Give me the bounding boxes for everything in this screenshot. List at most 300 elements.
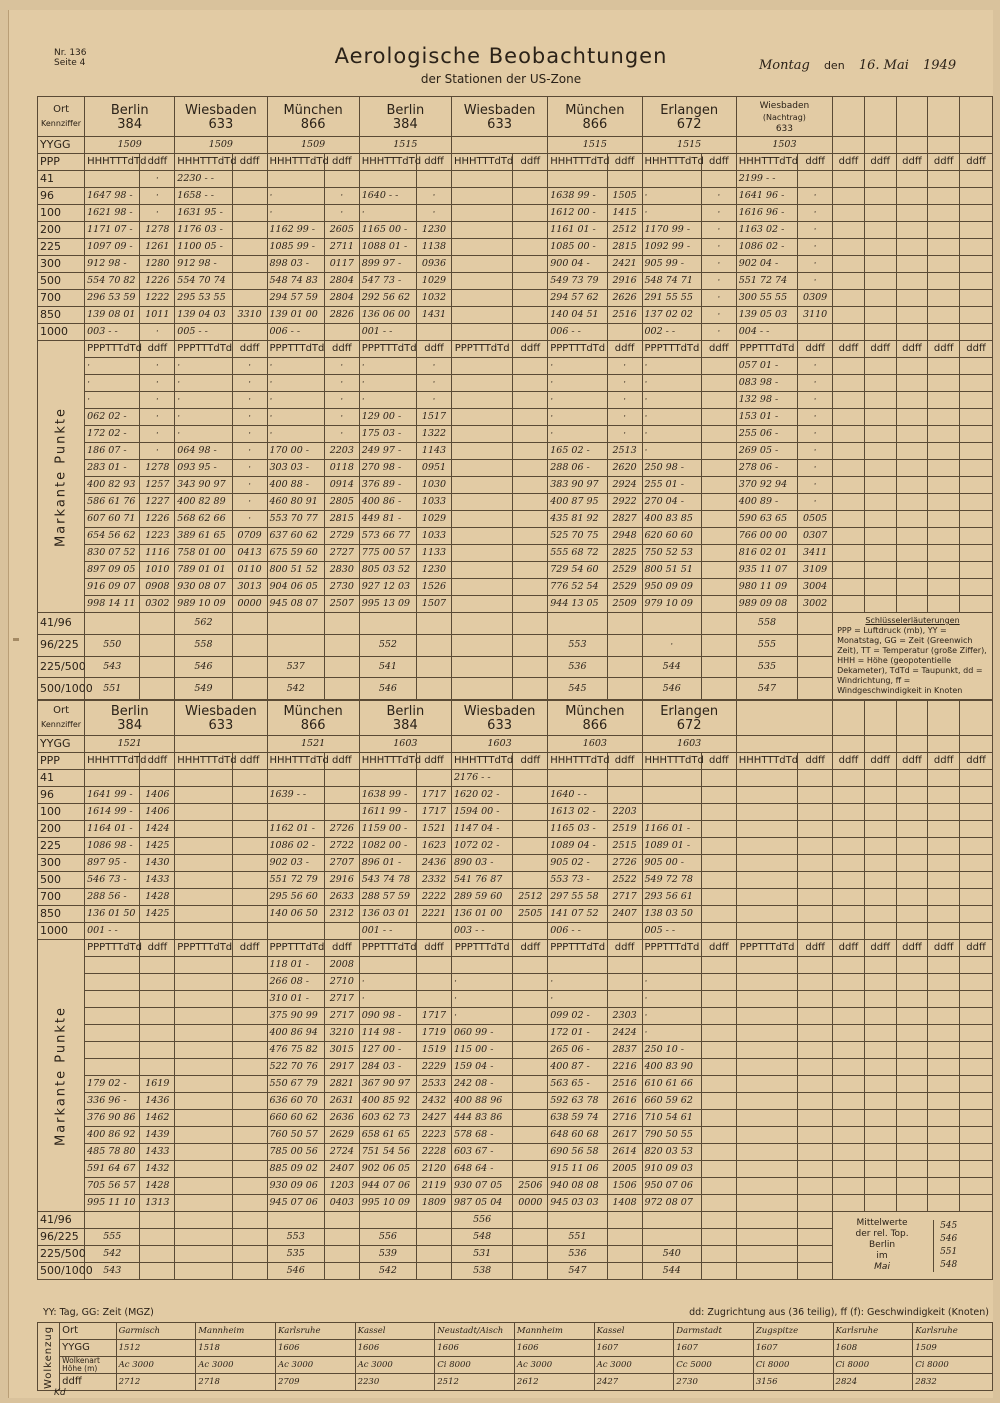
markant-row bbox=[38, 1110, 993, 1127]
empty-cell bbox=[960, 872, 993, 889]
cloud-ddff-cell: 2709 bbox=[275, 1374, 355, 1391]
empty-cell bbox=[896, 205, 928, 222]
level-cell: 900 04 - bbox=[548, 256, 607, 273]
markant-cell: 2815 bbox=[324, 511, 359, 528]
markant-cell: · bbox=[642, 1025, 701, 1042]
markant-cell: · bbox=[548, 358, 607, 375]
day: 16. Mai bbox=[858, 58, 909, 73]
markant-row bbox=[38, 596, 993, 613]
date-line bbox=[759, 58, 966, 73]
reltop-cell: · bbox=[642, 634, 701, 656]
reltop-cell bbox=[175, 1246, 232, 1263]
empty-cell bbox=[928, 307, 960, 324]
markant-cell bbox=[798, 974, 833, 991]
markant-cell: · bbox=[359, 358, 416, 375]
level-cell: · bbox=[798, 222, 833, 239]
level-cell: 1647 98 - bbox=[85, 188, 140, 205]
markant-cell: 179 02 - bbox=[85, 1076, 140, 1093]
markant-cell: 266 08 - bbox=[267, 974, 324, 991]
markant-cell: 2223 bbox=[417, 1127, 452, 1144]
level-label: 225 bbox=[38, 838, 85, 855]
empty-cell bbox=[864, 307, 896, 324]
markant-cell bbox=[701, 528, 736, 545]
level-cell: 136 01 50 bbox=[85, 906, 140, 923]
level-label: 850 bbox=[38, 906, 85, 923]
level-cell: 003 - - bbox=[85, 324, 140, 341]
markant-cell bbox=[701, 1178, 736, 1195]
markant-cell bbox=[701, 358, 736, 375]
level-cell: 3310 bbox=[232, 307, 267, 324]
station-header bbox=[85, 97, 175, 137]
markant-row bbox=[38, 1144, 993, 1161]
empty-cell bbox=[960, 545, 993, 562]
empty-cell bbox=[833, 137, 865, 154]
markant-cell bbox=[85, 1025, 140, 1042]
level-cell bbox=[417, 324, 452, 341]
markant-cell: 563 65 - bbox=[548, 1076, 607, 1093]
markant-cell: 1143 bbox=[417, 443, 452, 460]
level-cell bbox=[232, 838, 267, 855]
level-cell: 1092 99 - bbox=[642, 239, 701, 256]
empty-cell bbox=[928, 872, 960, 889]
empty-cell bbox=[833, 804, 865, 821]
markant-cell: · bbox=[324, 426, 359, 443]
markant-cell: 400 89 - bbox=[736, 494, 797, 511]
level-cell bbox=[513, 804, 548, 821]
station-header bbox=[548, 97, 642, 137]
markant-cell: · bbox=[267, 358, 324, 375]
level-cell: 553 73 - bbox=[548, 872, 607, 889]
markant-cell bbox=[175, 1025, 232, 1042]
markant-cell bbox=[701, 460, 736, 477]
markant-cell bbox=[701, 1110, 736, 1127]
station-header bbox=[85, 701, 175, 736]
ort-label: Ort bbox=[53, 705, 70, 716]
reltop-cell: 544 bbox=[642, 1263, 701, 1280]
reltop-cell: 546 bbox=[175, 656, 232, 678]
markant-cell bbox=[175, 1059, 232, 1076]
reltop-cell bbox=[140, 613, 175, 635]
empty-cell bbox=[833, 855, 865, 872]
empty-cell bbox=[928, 1144, 960, 1161]
yygg-value: 1521 bbox=[85, 736, 175, 753]
reltop-cell bbox=[701, 634, 736, 656]
station-header bbox=[642, 701, 736, 736]
markant-cell: 930 08 07 bbox=[175, 579, 232, 596]
markant-cell: 1226 bbox=[140, 511, 175, 528]
empty-cell bbox=[928, 528, 960, 545]
level-cell bbox=[232, 821, 267, 838]
markant-cell: 400 83 85 bbox=[642, 511, 701, 528]
empty-cell bbox=[928, 426, 960, 443]
markant-cell: · bbox=[548, 375, 607, 392]
markant-cell bbox=[513, 1042, 548, 1059]
reltop-cell bbox=[324, 1246, 359, 1263]
empty-cell bbox=[960, 171, 993, 188]
empty-cell bbox=[864, 1008, 896, 1025]
empty-cell bbox=[864, 736, 896, 753]
level-cell: 288 57 59 bbox=[359, 889, 416, 906]
level-cell bbox=[232, 239, 267, 256]
ppptt-header: PPPTTTdTd bbox=[548, 940, 607, 957]
markant-cell: · bbox=[232, 426, 267, 443]
reltop-cell bbox=[324, 656, 359, 678]
mittel-value-3: 551 bbox=[940, 1246, 958, 1257]
markant-cell bbox=[85, 974, 140, 991]
level-cell: 548 74 83 bbox=[267, 273, 324, 290]
empty-cell bbox=[928, 188, 960, 205]
yygg-value: 1515 bbox=[548, 137, 642, 154]
markant-cell bbox=[736, 1127, 797, 1144]
markant-row bbox=[38, 562, 993, 579]
level-cell: 2221 bbox=[417, 906, 452, 923]
markant-cell: · bbox=[324, 375, 359, 392]
reltop-cell bbox=[607, 1263, 642, 1280]
level-cell: 1641 96 - bbox=[736, 188, 797, 205]
empty-cell bbox=[960, 1059, 993, 1076]
markant-cell: 1433 bbox=[140, 1144, 175, 1161]
level-cell bbox=[701, 889, 736, 906]
empty-cell bbox=[864, 545, 896, 562]
empty-cell bbox=[960, 1110, 993, 1127]
markant-cell: · bbox=[607, 375, 642, 392]
markant-cell: 897 09 05 bbox=[85, 562, 140, 579]
cloud-ort-cell: Darmstadt bbox=[674, 1323, 754, 1340]
empty-cell bbox=[833, 1127, 865, 1144]
markant-cell bbox=[701, 579, 736, 596]
markant-cell bbox=[451, 545, 512, 562]
yygg-row bbox=[38, 137, 993, 154]
level-cell bbox=[232, 290, 267, 307]
reltop-cell: 531 bbox=[451, 1246, 512, 1263]
reltop-cell: 547 bbox=[548, 1263, 607, 1280]
markant-cell: 1809 bbox=[417, 1195, 452, 1212]
reltop-cell bbox=[736, 1246, 797, 1263]
level-cell: 905 00 - bbox=[642, 855, 701, 872]
station-name: München bbox=[565, 704, 625, 719]
reltop-cell bbox=[451, 678, 512, 700]
reltop-cell bbox=[607, 1212, 642, 1229]
markant-cell bbox=[736, 1144, 797, 1161]
level-label: 41 bbox=[38, 770, 85, 787]
level-label: 96 bbox=[38, 787, 85, 804]
reltop-label: 500/1000 bbox=[38, 1263, 85, 1280]
markant-cell bbox=[232, 1059, 267, 1076]
cloud-ddff-cell: 2730 bbox=[674, 1374, 754, 1391]
level-cell: 1620 02 - bbox=[451, 787, 512, 804]
reltop-cell bbox=[417, 634, 452, 656]
markant-cell bbox=[513, 494, 548, 511]
level-cell bbox=[451, 290, 512, 307]
markant-cell: 1507 bbox=[417, 596, 452, 613]
markant-cell: 265 06 - bbox=[548, 1042, 607, 1059]
reltop-cell bbox=[324, 1212, 359, 1229]
markant-cell: 250 10 - bbox=[642, 1042, 701, 1059]
markant-cell bbox=[513, 1008, 548, 1025]
markant-header-row bbox=[38, 341, 993, 358]
markant-cell bbox=[232, 974, 267, 991]
level-cell: · bbox=[140, 188, 175, 205]
empty-cell bbox=[833, 872, 865, 889]
level-cell: 1097 09 - bbox=[85, 239, 140, 256]
markant-cell: 400 82 93 bbox=[85, 477, 140, 494]
markant-cell: · bbox=[451, 974, 512, 991]
markant-cell: 995 11 10 bbox=[85, 1195, 140, 1212]
markant-cell bbox=[175, 957, 232, 974]
markant-cell: 654 56 62 bbox=[85, 528, 140, 545]
level-cell: 006 - - bbox=[548, 923, 607, 940]
level-cell bbox=[513, 821, 548, 838]
station-header bbox=[359, 97, 451, 137]
empty-cell bbox=[960, 889, 993, 906]
reltop-cell bbox=[798, 613, 833, 635]
markant-cell: 3004 bbox=[798, 579, 833, 596]
markant-cell bbox=[513, 957, 548, 974]
empty-cell bbox=[864, 324, 896, 341]
empty-cell bbox=[928, 1008, 960, 1025]
markant-cell bbox=[140, 1059, 175, 1076]
ddff-header: ddff bbox=[232, 940, 267, 957]
empty-cell bbox=[960, 787, 993, 804]
reltop-cell bbox=[798, 656, 833, 678]
empty-cell bbox=[864, 1161, 896, 1178]
empty-cell bbox=[960, 1127, 993, 1144]
ddff-header: ddff bbox=[798, 940, 833, 957]
reltop-cell: 545 bbox=[548, 678, 607, 700]
markant-cell: 343 90 97 bbox=[175, 477, 232, 494]
markant-cell: 660 60 62 bbox=[267, 1110, 324, 1127]
empty-cell bbox=[928, 358, 960, 375]
empty-cell bbox=[833, 923, 865, 940]
level-cell: 3110 bbox=[798, 307, 833, 324]
level-cell: 1166 01 - bbox=[642, 821, 701, 838]
markant-cell bbox=[513, 528, 548, 545]
station-name: Berlin bbox=[386, 102, 425, 118]
empty-cell bbox=[833, 1042, 865, 1059]
level-cell: 1164 01 - bbox=[85, 821, 140, 838]
empty-cell bbox=[928, 1195, 960, 1212]
empty-cell bbox=[833, 1110, 865, 1127]
mittel-label-2: der rel. Top. bbox=[855, 1229, 909, 1239]
markant-cell bbox=[451, 579, 512, 596]
cloud-ddff-cell: 2612 bbox=[514, 1374, 594, 1391]
empty-cell bbox=[864, 511, 896, 528]
markant-cell: 1719 bbox=[417, 1025, 452, 1042]
level-cell: · bbox=[701, 273, 736, 290]
level-cell: 1430 bbox=[140, 855, 175, 872]
markant-cell: 885 09 02 bbox=[267, 1161, 324, 1178]
ppptt-header: PPPTTTdTd bbox=[85, 341, 140, 358]
level-cell: 2505 bbox=[513, 906, 548, 923]
markant-cell: · bbox=[798, 494, 833, 511]
level-row bbox=[38, 838, 993, 855]
markant-cell: 1432 bbox=[140, 1161, 175, 1178]
empty-cell bbox=[833, 1076, 865, 1093]
ppptt-header: PPPTTTdTd bbox=[175, 341, 232, 358]
hhh-header: HHHTTTdTd bbox=[736, 753, 797, 770]
level-cell: · bbox=[324, 205, 359, 222]
empty-cell bbox=[896, 957, 928, 974]
cloud-art-cell: Ci 8000 bbox=[913, 1357, 993, 1374]
empty-cell bbox=[928, 1161, 960, 1178]
reltop-cell bbox=[798, 634, 833, 656]
yygg-label: YYGG bbox=[38, 736, 85, 753]
reltop-cell bbox=[324, 634, 359, 656]
markant-cell bbox=[513, 991, 548, 1008]
level-cell: 890 03 - bbox=[451, 855, 512, 872]
cloud-art-cell: Ac 3000 bbox=[275, 1357, 355, 1374]
markant-cell: · bbox=[85, 375, 140, 392]
level-cell: · bbox=[140, 205, 175, 222]
level-cell bbox=[324, 923, 359, 940]
station-code: 633 bbox=[775, 124, 793, 134]
markant-cell: 555 68 72 bbox=[548, 545, 607, 562]
markant-cell: 449 81 - bbox=[359, 511, 416, 528]
level-cell: 1631 95 - bbox=[175, 205, 232, 222]
level-cell bbox=[513, 188, 548, 205]
empty-cell bbox=[833, 443, 865, 460]
markant-cell: 2837 bbox=[607, 1042, 642, 1059]
reltop-label: 500/1000 bbox=[38, 678, 85, 700]
reltop-cell: 555 bbox=[736, 634, 797, 656]
level-cell bbox=[798, 821, 833, 838]
markant-cell: 816 02 01 bbox=[736, 545, 797, 562]
yygg-value bbox=[736, 736, 832, 753]
extra-ddff-header: ddff bbox=[864, 154, 896, 171]
markant-cell bbox=[701, 1008, 736, 1025]
cloud-ddff-cell: 2718 bbox=[196, 1374, 276, 1391]
cloud-row bbox=[38, 1323, 993, 1340]
ppptt-header: PPPTTTdTd bbox=[359, 341, 416, 358]
level-cell: 2722 bbox=[324, 838, 359, 855]
markant-cell: 1133 bbox=[417, 545, 452, 562]
markant-cell: 367 90 97 bbox=[359, 1076, 416, 1093]
markant-cell: 805 03 52 bbox=[359, 562, 416, 579]
level-cell: · bbox=[417, 205, 452, 222]
markant-cell: · bbox=[548, 409, 607, 426]
yygg-value: 1603 bbox=[451, 736, 547, 753]
cloud-ort-cell: Kassel bbox=[594, 1323, 674, 1340]
station-code: 866 bbox=[300, 718, 326, 733]
markant-cell bbox=[232, 1008, 267, 1025]
level-cell bbox=[175, 906, 232, 923]
markant-cell: 578 68 - bbox=[451, 1127, 512, 1144]
markant-cell: 902 06 05 bbox=[359, 1161, 416, 1178]
markant-cell: 159 04 - bbox=[451, 1059, 512, 1076]
station-code: 633 bbox=[487, 116, 512, 132]
cloud-yygg-cell: 1607 bbox=[674, 1340, 754, 1357]
markant-cell bbox=[798, 1110, 833, 1127]
markant-cell: 2533 bbox=[417, 1076, 452, 1093]
reltop-cell: 536 bbox=[548, 1246, 607, 1263]
cloud-yygg-cell: 1606 bbox=[435, 1340, 515, 1357]
markant-cell bbox=[798, 1144, 833, 1161]
level-cell: 548 74 71 bbox=[642, 273, 701, 290]
level-cell bbox=[175, 804, 232, 821]
yygg-value: 1603 bbox=[359, 736, 451, 753]
yygg-value: 1521 bbox=[267, 736, 359, 753]
level-cell: 905 99 - bbox=[642, 256, 701, 273]
cloud-row bbox=[38, 1357, 993, 1374]
level-row bbox=[38, 855, 993, 872]
level-cell bbox=[513, 273, 548, 290]
ddff-header: ddff bbox=[701, 154, 736, 171]
level-cell: 001 - - bbox=[359, 324, 416, 341]
level-cell bbox=[513, 838, 548, 855]
level-cell bbox=[451, 273, 512, 290]
empty-cell bbox=[896, 562, 928, 579]
empty-cell bbox=[864, 528, 896, 545]
ppp-header-row bbox=[38, 154, 993, 171]
empty-cell bbox=[960, 906, 993, 923]
level-cell: 300 55 55 bbox=[736, 290, 797, 307]
level-row bbox=[38, 770, 993, 787]
markant-cell: 0110 bbox=[232, 562, 267, 579]
cloud-art-cell: Ci 8000 bbox=[753, 1357, 833, 1374]
level-cell: 138 03 50 bbox=[642, 906, 701, 923]
level-cell: · bbox=[267, 188, 324, 205]
empty-cell bbox=[896, 974, 928, 991]
level-row bbox=[38, 324, 993, 341]
markant-cell bbox=[232, 1195, 267, 1212]
markant-cell bbox=[232, 991, 267, 1008]
reltop-cell bbox=[701, 656, 736, 678]
empty-cell bbox=[864, 872, 896, 889]
empty-cell bbox=[833, 906, 865, 923]
station-header-row bbox=[38, 701, 993, 736]
markant-cell bbox=[513, 545, 548, 562]
ppptt-header: PPPTTTdTd bbox=[85, 940, 140, 957]
ddff-header: ddff bbox=[701, 753, 736, 770]
markant-cell: 114 98 - bbox=[359, 1025, 416, 1042]
markant-cell bbox=[232, 1093, 267, 1110]
hhh-header: HHHTTTdTd bbox=[642, 753, 701, 770]
level-cell: 1621 98 - bbox=[85, 205, 140, 222]
reltop-cell: 556 bbox=[359, 1229, 416, 1246]
markant-cell bbox=[736, 991, 797, 1008]
markant-cell: 1322 bbox=[417, 426, 452, 443]
nr-label: Nr. 136 bbox=[54, 48, 87, 58]
markant-cell bbox=[701, 1195, 736, 1212]
markant-cell bbox=[701, 991, 736, 1008]
reltop-cell bbox=[701, 678, 736, 700]
markant-cell: 376 89 - bbox=[359, 477, 416, 494]
empty-cell bbox=[896, 307, 928, 324]
markant-cell: 2917 bbox=[324, 1059, 359, 1076]
markant-cell: 255 01 - bbox=[642, 477, 701, 494]
markant-cell: · bbox=[140, 409, 175, 426]
markant-cell: 995 10 09 bbox=[359, 1195, 416, 1212]
markant-cell: 998 14 11 bbox=[85, 596, 140, 613]
markant-cell bbox=[798, 1161, 833, 1178]
markant-cell: · bbox=[607, 392, 642, 409]
level-cell: 1638 99 - bbox=[548, 188, 607, 205]
level-row bbox=[38, 171, 993, 188]
reltop-cell bbox=[175, 1212, 232, 1229]
cloud-art-label: Wolkenart Höhe (m) bbox=[60, 1357, 116, 1374]
empty-cell bbox=[896, 477, 928, 494]
level-cell: 1616 96 - bbox=[736, 205, 797, 222]
empty-cell bbox=[928, 1059, 960, 1076]
markant-row bbox=[38, 511, 993, 528]
markant-cell bbox=[232, 1042, 267, 1059]
markant-cell: 2727 bbox=[324, 545, 359, 562]
markant-cell bbox=[513, 477, 548, 494]
level-cell bbox=[513, 324, 548, 341]
extra-ddff-header: ddff bbox=[833, 753, 865, 770]
markant-cell: 400 86 - bbox=[359, 494, 416, 511]
empty-cell bbox=[928, 1110, 960, 1127]
